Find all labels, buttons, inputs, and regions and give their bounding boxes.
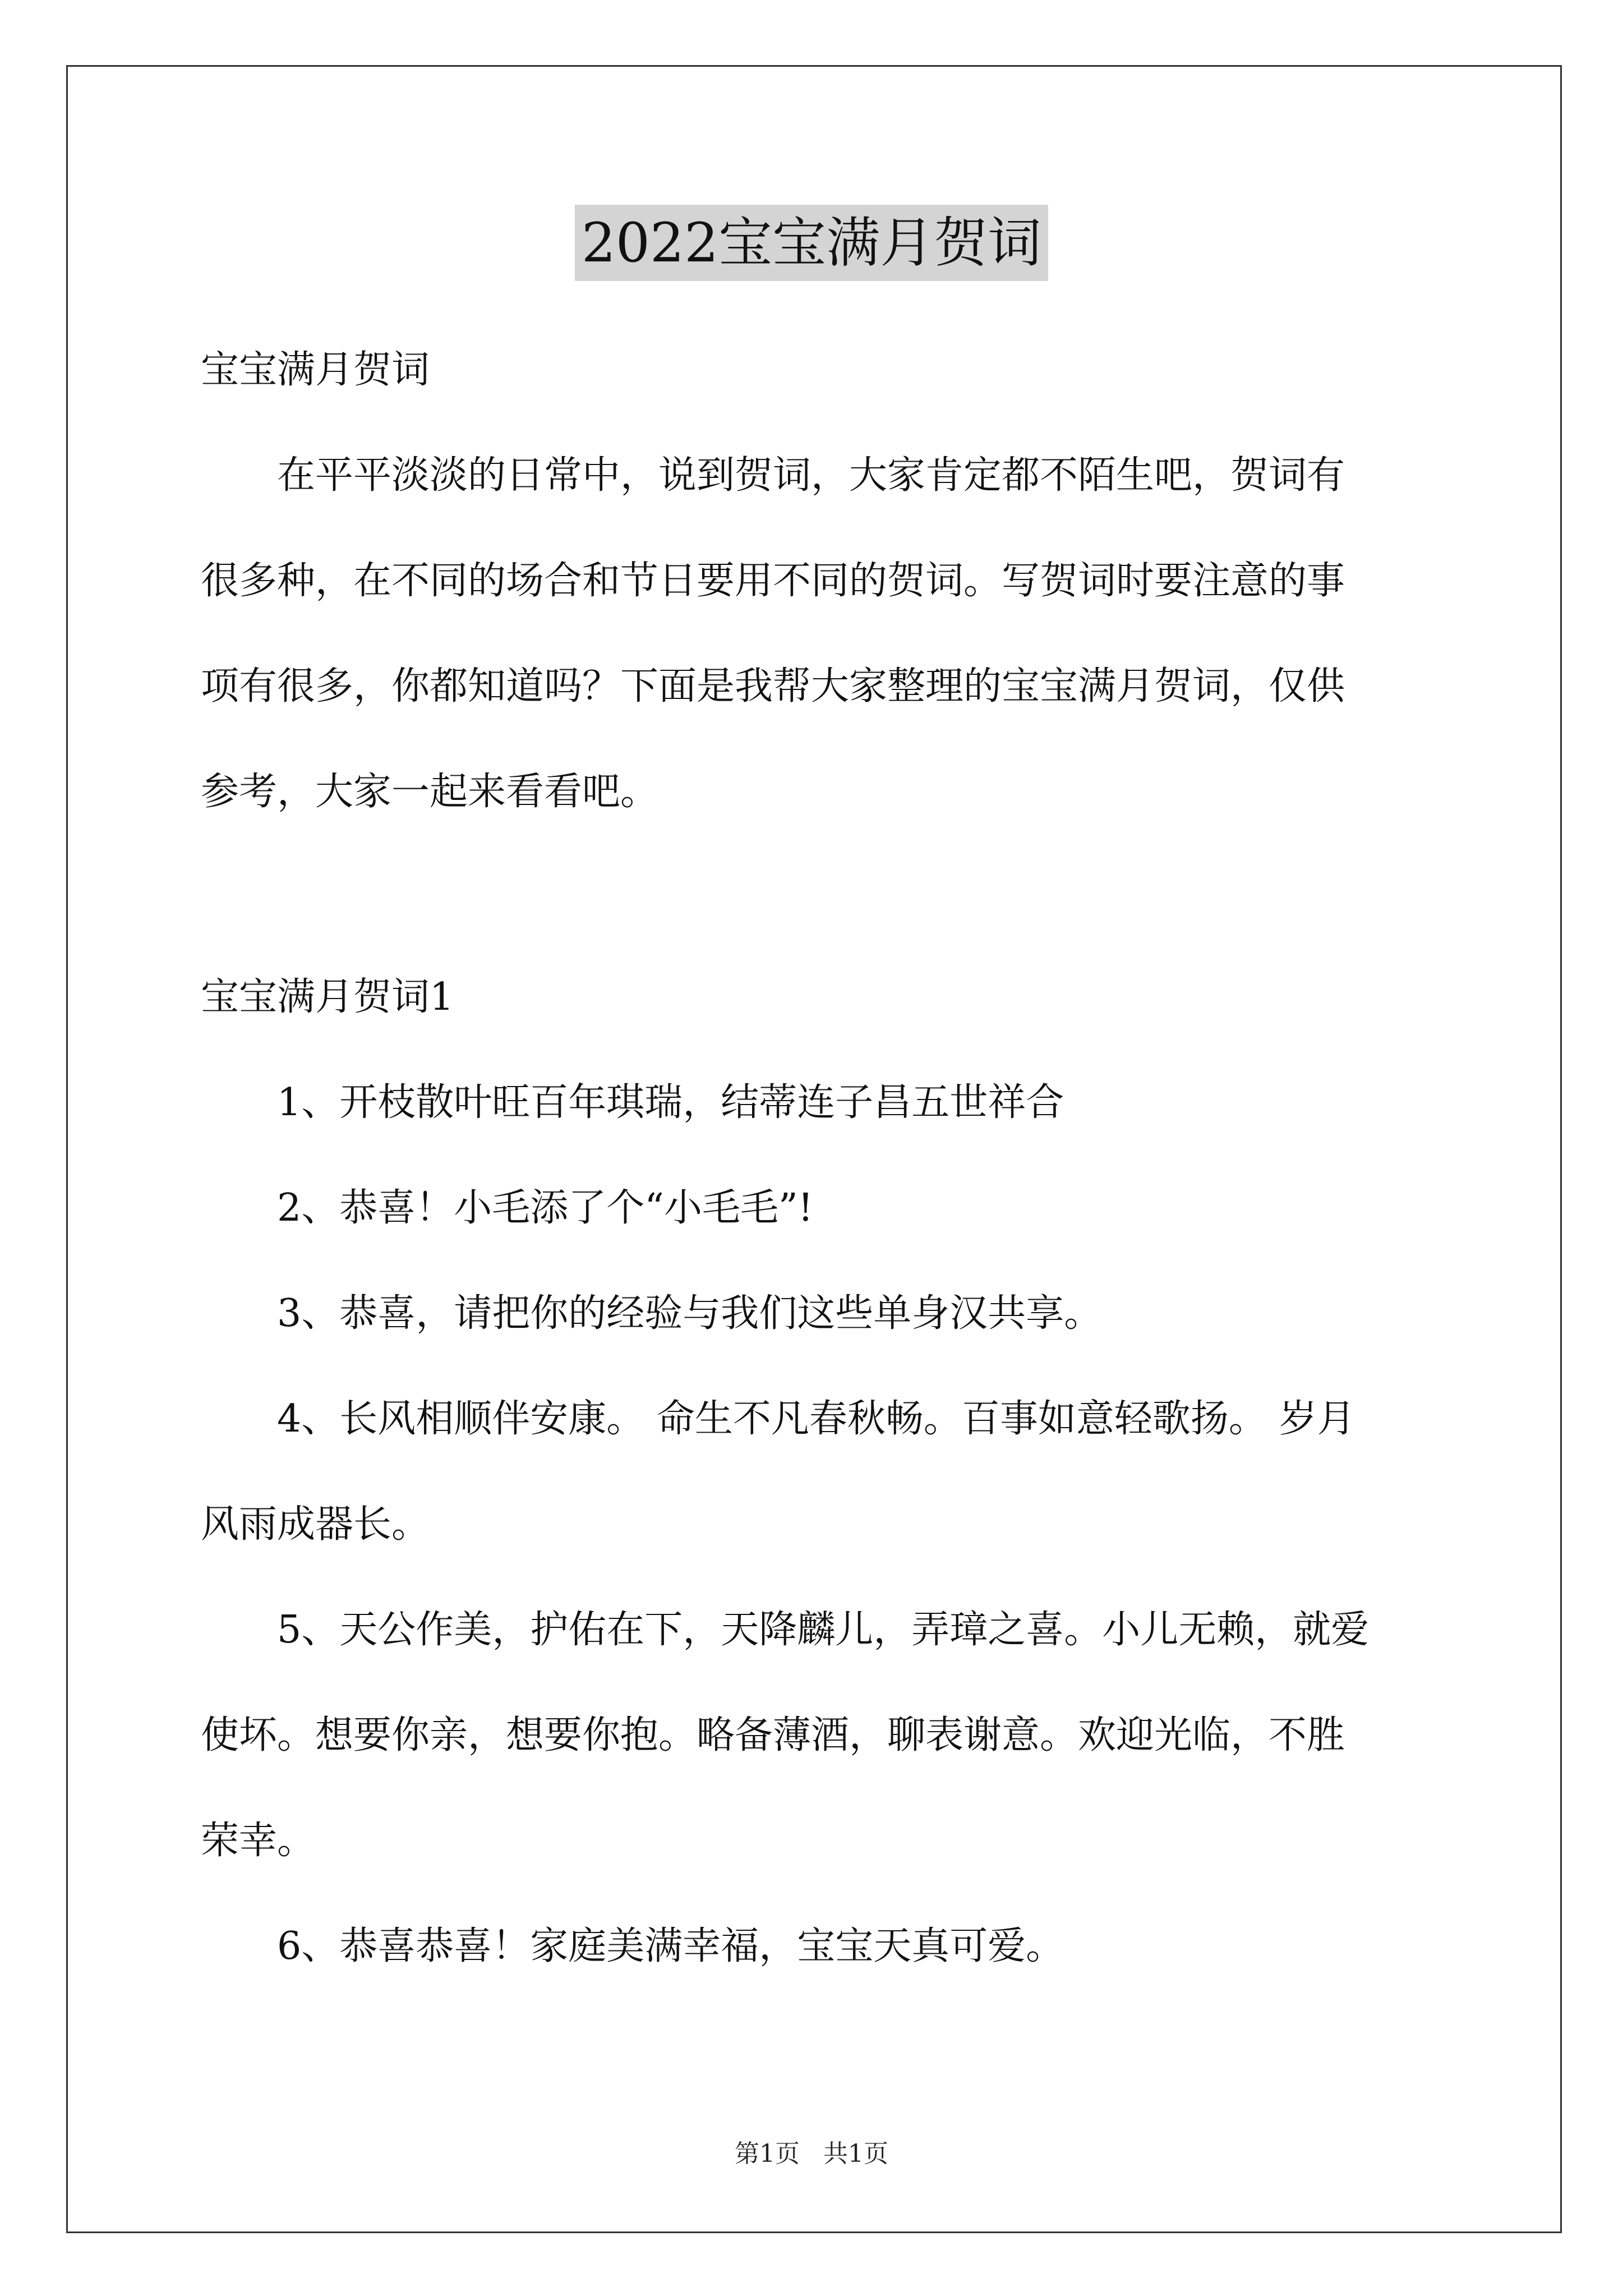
list-item-line: 5、天公作美，护佑在下，天降麟儿，弄璋之喜。小儿无赖，就爱 bbox=[277, 1608, 1370, 1652]
title-container bbox=[0, 205, 1623, 281]
list-item-line: 2、恭喜！小毛添了个“小毛毛”! bbox=[277, 1186, 814, 1230]
list-item bbox=[201, 1076, 1435, 1130]
intro-line: 在平平淡淡的日常中，说到贺词，大家肯定都不陌生吧，贺词有 bbox=[277, 453, 1345, 498]
list-item-line: 荣幸。 bbox=[201, 1819, 316, 1863]
list-item-line: 风雨成器长。 bbox=[201, 1502, 430, 1547]
document-title: 2022宝宝满月贺词 bbox=[575, 205, 1048, 281]
subtitle: 宝宝满月贺词 bbox=[201, 348, 430, 392]
document-body bbox=[201, 343, 1435, 1973]
page-total: 共1页 bbox=[823, 2139, 888, 2168]
list-item-line: 6、恭喜恭喜！家庭美满幸福，宝宝天真可爱。 bbox=[277, 1924, 1064, 1968]
list-item-line: 3、恭喜，请把你的经验与我们这些单身汉共享。 bbox=[277, 1291, 1103, 1336]
section-heading: 宝宝满月贺词1 bbox=[201, 975, 454, 1019]
list-item-line: 使坏。想要你亲，想要你抱。略备薄酒，聊表谢意。欢迎光临，不胜 bbox=[201, 1713, 1345, 1757]
list-item bbox=[201, 1392, 1435, 1552]
list-item-line: 4、长风相顺伴安康。 命生不凡春秋畅。百事如意轻歌扬。 岁月 bbox=[277, 1397, 1355, 1441]
list-item bbox=[201, 1287, 1435, 1341]
list-item bbox=[201, 1603, 1435, 1868]
list-item-line: 1、开枝散叶旺百年琪瑞，结蒂连子昌五世祥合 bbox=[277, 1080, 1064, 1125]
intro-line: 项有很多，你都知道吗？下面是我帮大家整理的宝宝满月贺词，仅供 bbox=[201, 664, 1345, 708]
page-number: 第1页 bbox=[735, 2139, 800, 2168]
list-item bbox=[201, 1181, 1435, 1235]
page-footer bbox=[0, 2137, 1623, 2171]
intro-paragraph bbox=[201, 449, 1435, 819]
list-item bbox=[201, 1920, 1435, 1973]
intro-line: 很多种，在不同的场合和节日要用不同的贺词。写贺词时要注意的事 bbox=[201, 559, 1345, 603]
intro-line: 参考，大家一起来看看吧。 bbox=[201, 770, 659, 814]
